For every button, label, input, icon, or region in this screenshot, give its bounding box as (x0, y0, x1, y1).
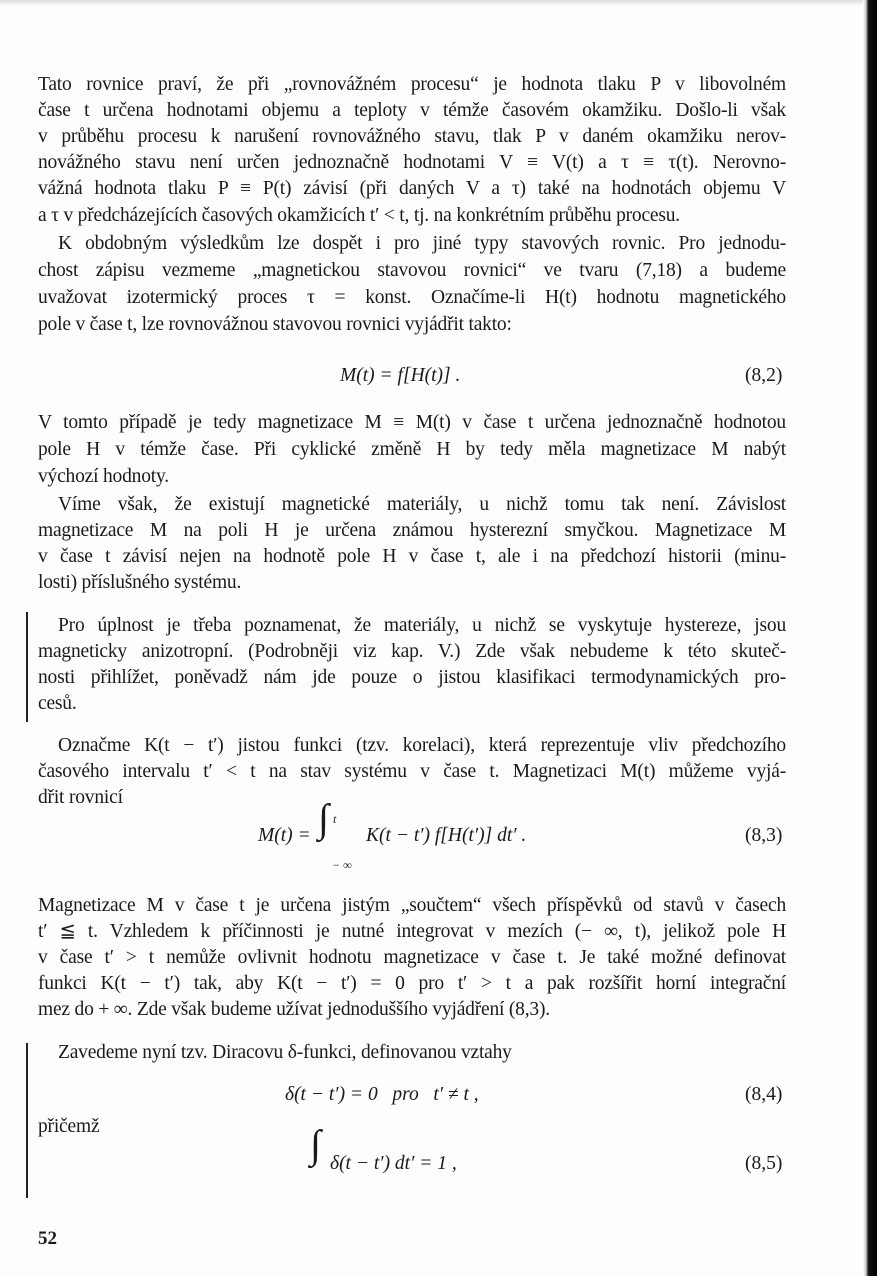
equation-number: (8,3) (745, 825, 783, 846)
text-line: mez do + ∞. Zde však budeme užívat jednoduššího vyjádření (8,3). (38, 999, 550, 1020)
text-line: Víme však, že existují magnetické materiály, u nichž tomu tak není. Závislost (58, 494, 786, 515)
text-line: magnetizace M na poli H je určena známou hysterezní smyčkou. Magnetizace M (38, 520, 786, 541)
text-line: v čase t′ > t nemůže ovlivnit hodnotu magnetizace v čase t. Je také možné definovat (38, 947, 786, 968)
equation-number: (8,2) (745, 365, 783, 386)
text-line: K obdobným výsledkům lze dospět i pro jiné typy stavových rovnic. Pro jednodu- (58, 233, 786, 254)
text-line: nosti přihlížet, poněvadž nám jde pouze o jistou klasifikaci termodynamických pro- (38, 667, 786, 688)
text-line: výchozí hodnoty. (38, 466, 169, 487)
integral-lower-limit: − ∞ (332, 858, 352, 872)
integral-sign: ∫ (318, 795, 329, 841)
text-line: magneticky anizotropní. (Podrobněji viz kap. V.) Zde však nebudeme k této skuteč- (38, 641, 786, 662)
text-line: čase t určena hodnotami objemu a teploty v témže časovém okamžiku. Došlo-li však (38, 100, 786, 121)
text-line: losti) příslušného systému. (38, 572, 242, 593)
text-line: Označme K(t − t′) jistou funkci (tzv. korelaci), která reprezentuje vliv předchozího (58, 735, 786, 756)
text-line: Tato rovnice praví, že při „rovnovážném procesu“ je hodnota tlaku P v libovolném (38, 74, 786, 95)
text-line: novážného stavu není určen jednoznačně hodnotami V ≡ V(t) a τ ≡ τ(t). Nerovno- (38, 152, 786, 173)
text-line: pole H v témže čase. Při cyklické změně H by tedy měla magnetizace M nabýt (38, 439, 786, 460)
equation-body: δ(t − t′) dt′ = 1 , (330, 1153, 457, 1174)
equation-8-4: δ(t − t′) = 0 pro t′ ≠ t , (285, 1084, 479, 1105)
text-line: vážná hodnota tlaku P ≡ P(t) závisí (při daných V a τ) také na hodnotách objemu V (38, 178, 786, 199)
page-number: 52 (38, 1228, 57, 1249)
integral-upper-limit: t (333, 812, 337, 826)
text-line: a τ v předcházejících časových okamžicích t′ < t, tj. na konkrétním průběhu procesu. (38, 205, 680, 226)
text-line: pole v čase t, lze rovnovážnou stavovou rovnici vyjádřit takto: (38, 314, 512, 335)
scan-right-edge (863, 0, 877, 1276)
text-line: časového intervalu t′ < t na stav systému v čase t. Magnetizaci M(t) můžeme vyjá- (38, 761, 786, 782)
text-line: Pro úplnost je třeba poznamenat, že materiály, u nichž se vyskytuje hystereze, jsou (58, 615, 786, 636)
text-line: cesů. (38, 693, 77, 714)
margin-bar (26, 1043, 28, 1198)
text-line: v průběhu procesu k narušení rovnovážného stavu, tlak P v daném okamžiku nerov- (38, 126, 786, 147)
text-line: Zavedeme nyní tzv. Diracovu δ-funkci, definovanou vztahy (58, 1042, 512, 1063)
scan-top-edge (0, 0, 877, 6)
text-line: t′ ≦ t. Vzhledem k příčinnosti je nutné integrovat v mezích (− ∞, t), jelikož pole H (38, 921, 786, 942)
integral-sign: ∫ (310, 1121, 321, 1167)
text-line: uvažovat izotermický proces τ = konst. Označíme-li H(t) hodnotu magnetického (38, 287, 786, 308)
equation-number: (8,4) (745, 1084, 783, 1105)
text-line: funkci K(t − t′) tak, aby K(t − t′) = 0 pro t′ > t a pak rozšířit horní integrační (38, 973, 786, 994)
equation-body: K(t − t′) f[H(t′)] dt′ . (366, 825, 527, 846)
equation-8-2: M(t) = f[H(t)] . (340, 365, 461, 386)
equation-number: (8,5) (745, 1153, 783, 1174)
text-line: V tomto případě je tedy magnetizace M ≡ M(t) v čase t určena jednoznačně hodnotou (38, 412, 786, 433)
text-line: Magnetizace M v čase t je určena jistým „součtem“ všech příspěvků od stavů v časech (38, 895, 786, 916)
text-line: chost zápisu vezmeme „magnetickou stavovou rovnici“ ve tvaru (7,18) a budeme (38, 260, 786, 281)
text-line: přičemž (38, 1116, 100, 1137)
margin-bar (26, 612, 28, 722)
text-line: v čase t závisí nejen na hodnotě pole H v čase t, ale i na předchozí historii (minu- (38, 546, 786, 567)
text-line: dřit rovnicí (38, 787, 123, 808)
equation-lhs: M(t) = (258, 825, 311, 846)
